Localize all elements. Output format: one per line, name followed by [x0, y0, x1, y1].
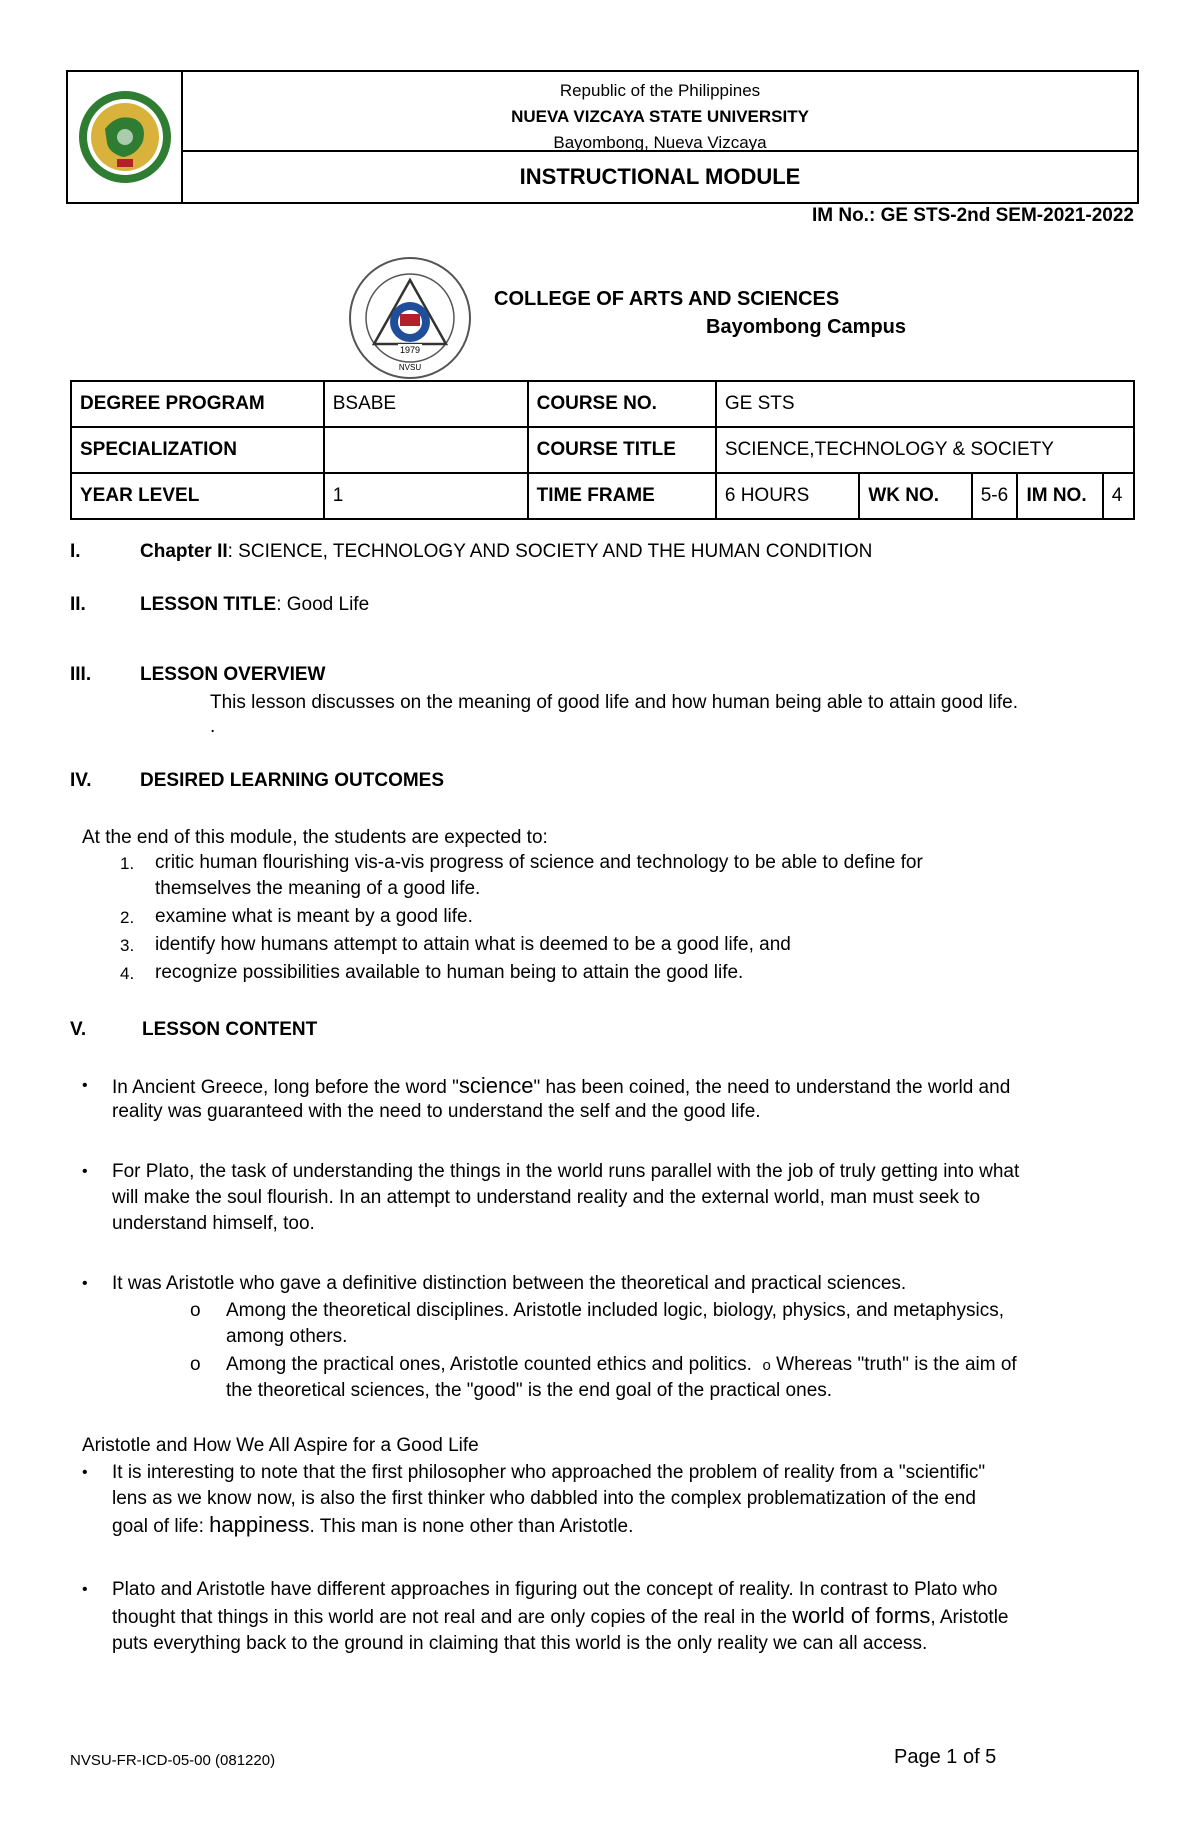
time-frame-label: TIME FRAME [528, 473, 716, 519]
list-item: 4. recognize possibilities available to human being to attain the good life. [120, 962, 744, 983]
degree-program-value: BSABE [324, 381, 528, 427]
course-no-label: COURSE NO. [528, 381, 716, 427]
bullet-icon: • [82, 1275, 88, 1292]
list-item: 3. identify how humans attempt to attain what is deemed to be a good life, and [120, 934, 791, 955]
section-label: LESSON CONTENT [142, 1019, 318, 1040]
header-text [183, 72, 1137, 152]
im-no-label: IM NO. [1017, 473, 1102, 519]
page-number: Page 1 of 5 [894, 1746, 997, 1768]
section-1 [70, 541, 873, 563]
section-number: III. [70, 664, 92, 685]
outcomes-intro: At the end of this module, the students are expected to: [82, 827, 548, 848]
sub-bullet-marker: o [190, 1300, 201, 1321]
bullet-icon: • [82, 1464, 88, 1481]
header-box [66, 70, 1139, 204]
svg-text:1979: 1979 [399, 345, 421, 355]
list-item: 1. critic human flourishing vis-a-vis progress of science and technology to be able to define for themselves the meaning of a good life. [120, 852, 923, 899]
sub-bullet-marker: o [190, 1354, 201, 1375]
time-frame-value: 6 HOURS [716, 473, 860, 519]
lesson-overview-dot: . [210, 716, 216, 737]
specialization-value [324, 427, 528, 473]
table-row [71, 427, 1134, 473]
table-row [71, 381, 1134, 427]
module-title: INSTRUCTIONAL MODULE [519, 164, 801, 189]
header-line-3: Bayombong, Nueva Vizcaya [553, 133, 767, 152]
specialization-label: SPECIALIZATION [71, 427, 324, 473]
year-level-value: 1 [324, 473, 528, 519]
list-item: 2. examine what is meant by a good life. [120, 906, 473, 927]
outcomes-list [120, 850, 1120, 988]
im-no-value: 4 [1103, 473, 1134, 519]
wk-no-value: 5-6 [972, 473, 1018, 519]
section-text: : SCIENCE, TECHNOLOGY AND SOCIETY AND THE HUMAN CONDITION [227, 541, 873, 562]
college-seal-icon [348, 256, 472, 380]
section-2 [70, 594, 370, 616]
section-label: Chapter II [140, 541, 228, 562]
degree-program-label: DEGREE PROGRAM [71, 381, 324, 427]
header-line-1: Republic of the Philippines [559, 81, 761, 100]
lesson-overview-text: This lesson discusses on the meaning of good life and how human being able to attain good life. [210, 692, 1019, 713]
header-line-2: NUEVA VIZCAYA STATE UNIVERSITY [511, 107, 809, 126]
svg-text:NVSU: NVSU [398, 363, 422, 372]
bullet-icon: • [82, 1163, 88, 1180]
content-subheading: Aristotle and How We All Aspire for a Good Life [82, 1435, 479, 1456]
footer-form-code: NVSU-FR-ICD-05-00 (081220) [70, 1752, 276, 1769]
im-number: IM No.: GE STS-2nd SEM-2021-2022 [811, 205, 1134, 226]
bullet-icon: • [82, 1077, 88, 1094]
course-no-value: GE STS [716, 381, 1134, 427]
table-row [71, 473, 1134, 519]
course-title-value: SCIENCE,TECHNOLOGY & SOCIETY [716, 427, 1134, 473]
university-seal-cell [68, 72, 183, 202]
section-label: DESIRED LEARNING OUTCOMES [140, 770, 445, 791]
section-label: LESSON TITLE [140, 594, 277, 615]
section-number: I. [70, 541, 81, 562]
section-4 [70, 770, 445, 792]
college-campus: Bayombong Campus [706, 316, 907, 338]
course-info-table [70, 380, 1135, 520]
section-number: II. [70, 594, 86, 615]
wk-no-label: WK NO. [859, 473, 971, 519]
section-label: LESSON OVERVIEW [140, 664, 326, 685]
university-seal-icon [77, 89, 173, 185]
section-number: IV. [70, 770, 92, 791]
section-number: V. [70, 1019, 87, 1040]
section-3 [70, 664, 326, 686]
course-title-label: COURSE TITLE [528, 427, 716, 473]
section-5 [70, 1019, 318, 1041]
bullet-icon: • [82, 1581, 88, 1598]
section-text: : Good Life [276, 594, 370, 615]
year-level-label: YEAR LEVEL [71, 473, 324, 519]
college-seal [348, 256, 472, 385]
college-name: COLLEGE OF ARTS AND SCIENCES [494, 288, 840, 310]
